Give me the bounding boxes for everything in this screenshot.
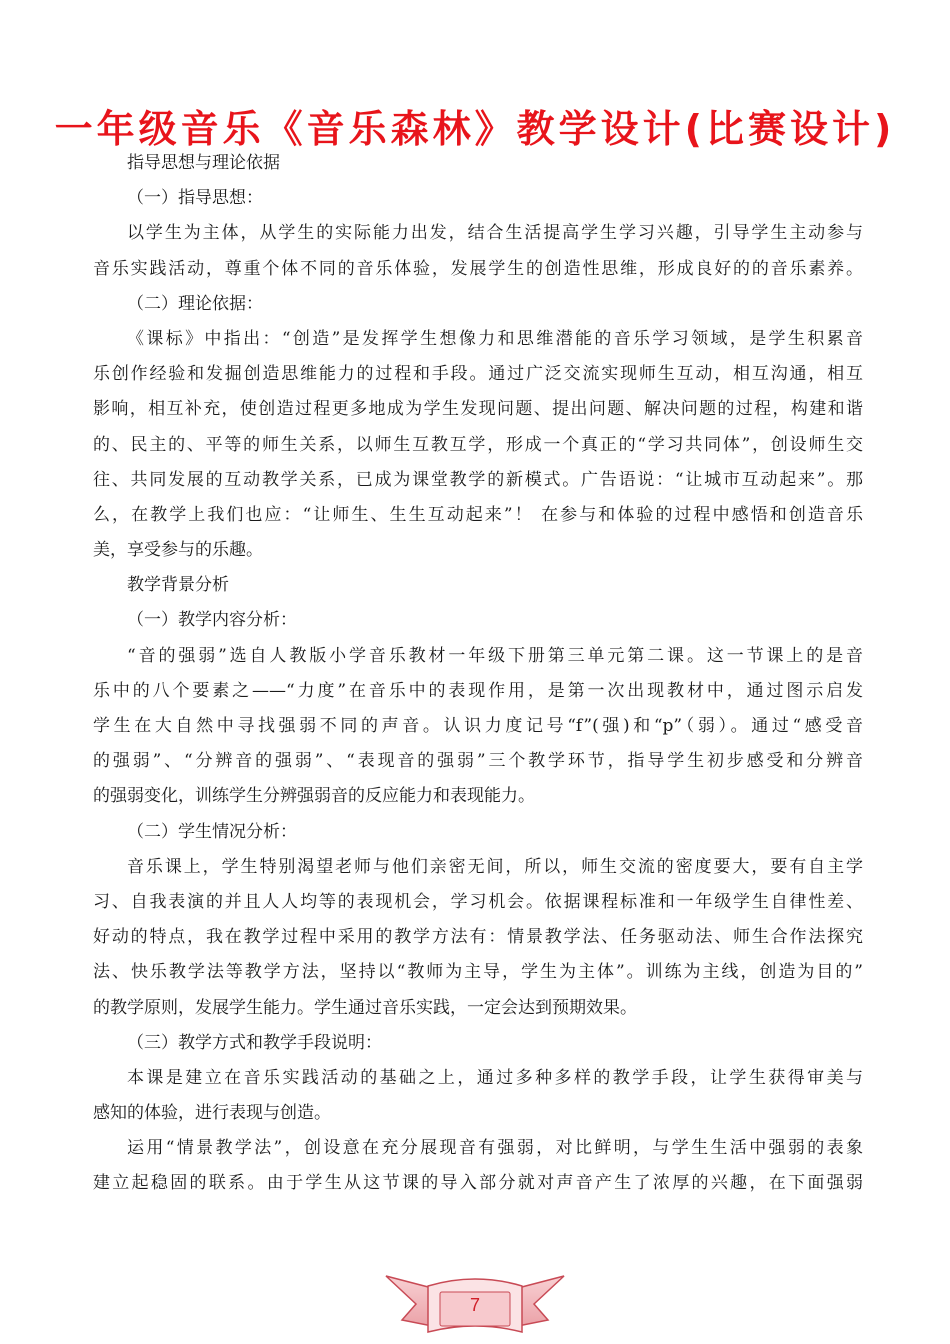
document-body [93, 146, 863, 1202]
text-line: 往、共同发展的互动教学关系，已成为课堂教学的新模式。广告语说：“让城市互动起来”。那 [93, 469, 863, 490]
text-line: 的强弱变化，训练学生分辨强弱音的反应能力和表现能力。 [93, 786, 535, 807]
text-line: （一）教学内容分析： [127, 610, 297, 631]
text-line: 的强弱”、“分辨音的强弱”、“表现音的强弱”三个教学环节，指导学生初步感受和分辨音 [93, 751, 863, 772]
text-line: 运用“情景教学法”，创设意在充分展现音有强弱，对比鲜明，与学生生活中强弱的表象 [127, 1138, 863, 1159]
text-line: 影响，相互补充，使创造过程更多地成为学生发现问题、提出问题、解决问题的过程，构建和谐 [93, 399, 863, 420]
text-line: 建立起稳固的联系。由于学生从这节课的导入部分就对声音产生了浓厚的兴趣，在下面强弱 [93, 1173, 863, 1194]
text-line: 法、快乐教学法等教学方法，坚持以“教师为主导，学生为主体”。训练为主线，创造为目的” [93, 962, 863, 983]
text-line: （三）教学方式和教学手段说明： [127, 1032, 382, 1053]
text-line: 的、民主的、平等的师生关系，以师生互教互学，形成一个真正的“学习共同体”，创设师生交 [93, 434, 863, 455]
text-line: （二）理论依据： [127, 293, 263, 314]
text-line: 感知的体验，进行表现与创造。 [93, 1103, 331, 1124]
text-line: 音乐实践活动，尊重个体不同的音乐体验，发展学生的创造性思维，形成良好的的音乐素养。 [93, 258, 863, 279]
text-line: 的教学原则，发展学生能力。学生通过音乐实践，一定会达到预期效果。 [93, 997, 637, 1018]
text-line: （一）指导思想： [127, 188, 263, 209]
text-line: 好动的特点，我在教学过程中采用的教学方法有：情景教学法、任务驱动法、师生合作法探究 [93, 927, 863, 948]
text-line: 美，享受参与的乐趣。 [93, 540, 263, 561]
text-line: 本课是建立在音乐实践活动的基础之上，通过多种多样的教学手段，让学生获得审美与 [127, 1067, 863, 1088]
text-line: （二）学生情况分析： [127, 821, 297, 842]
text-line: 音乐课上，学生特别渴望老师与他们亲密无间，所以，师生交流的密度要大，要有自主学 [127, 856, 863, 877]
text-line: 《课标》中指出：“创造”是发挥学生想像力和思维潜能的音乐学习领域，是学生积累音 [127, 328, 863, 349]
page-number: 7 [469, 1295, 480, 1315]
document-title: 一年级音乐《音乐森林》教学设计(比赛设计) [54, 107, 896, 151]
text-line: 乐创作经验和发掘创造思维能力的过程和手段。通过广泛交流实现师生互动，相互沟通，相互 [93, 364, 863, 385]
text-line: 以学生为主体，从学生的实际能力出发，结合生活提高学生学习兴趣，引导学生主动参与 [127, 223, 863, 244]
text-line: 学生在大自然中寻找强弱不同的声音。认识力度记号“f”(强)和“p”（弱）。通过“感受音 [93, 716, 863, 736]
text-line: 指导思想与理论依据 [127, 153, 280, 173]
text-line: 教学背景分析 [127, 575, 229, 596]
text-line: 么，在教学上我们也应：“让师生、生生互动起来”！ 在参与和体验的过程中感悟和创造音乐 [93, 504, 863, 525]
text-line: “音的强弱”选自人教版小学音乐教材一年级下册第三单元第二课。这一节课上的是音 [127, 645, 863, 666]
text-line: 习、自我表演的并且人人均等的表现机会，学习机会。依据课程标准和一年级学生自律性差、 [93, 891, 863, 912]
text-line: 乐中的八个要素之——“力度”在音乐中的表现作用，是第一次出现教材中，通过图示启发 [93, 680, 863, 701]
